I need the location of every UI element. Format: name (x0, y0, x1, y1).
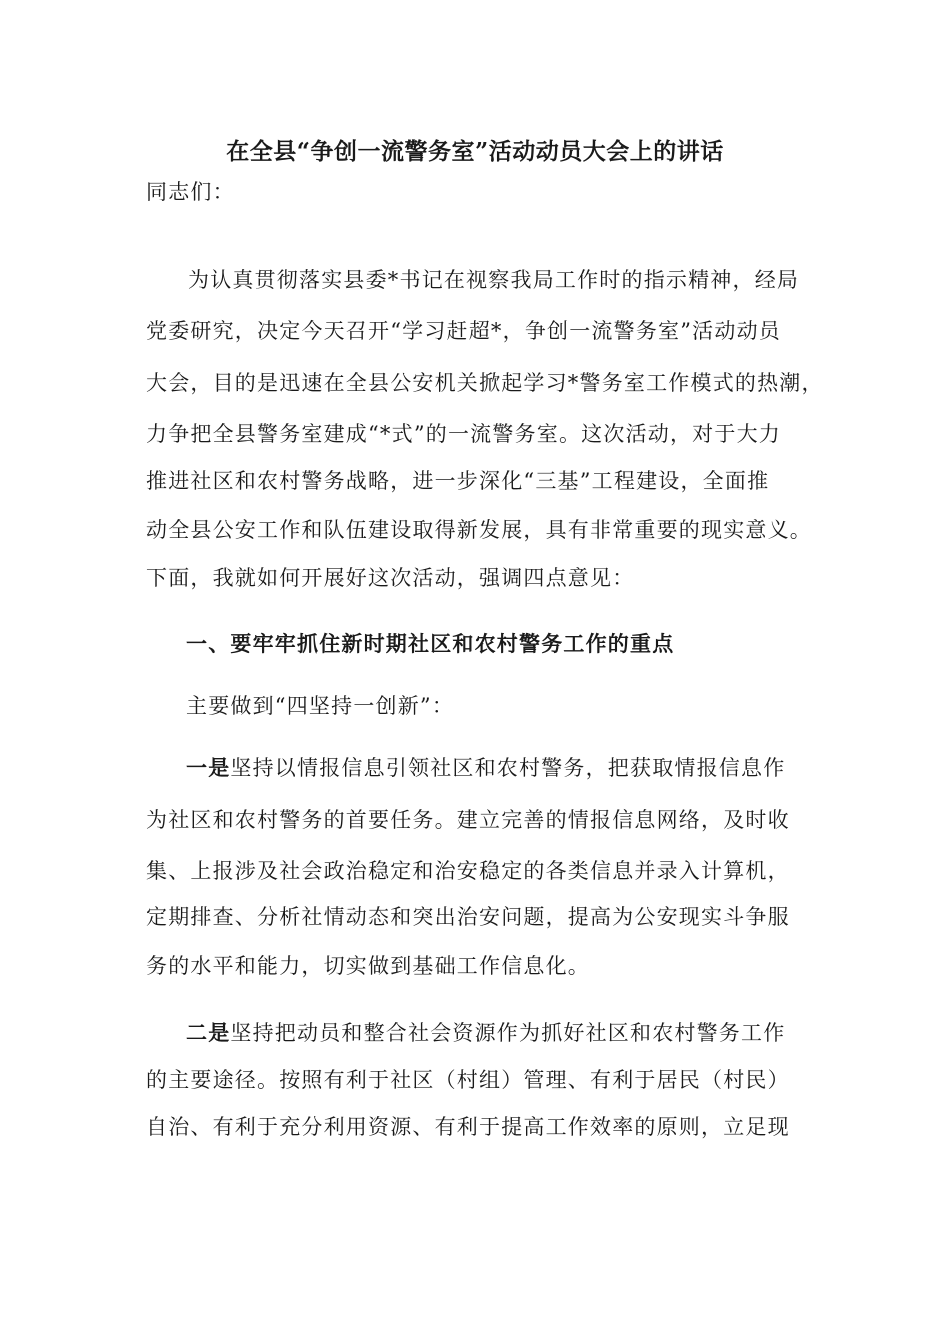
paragraph-line: 务的水平和能力，切实做到基础工作信息化。 (146, 954, 590, 978)
paragraph-line: 定期排查、分析社情动态和突出治安问题，提高为公安现实斗争服 (146, 905, 790, 929)
point-first-line (186, 752, 785, 782)
paragraph-line: 下面，我就如何开展好这次活动，强调四点意见： (146, 566, 635, 590)
section-intro: 主要做到“四坚持一创新”： (186, 694, 455, 718)
paragraph-line: 动全县公安工作和队伍建设取得新发展，具有非常重要的现实意义。 (146, 518, 812, 542)
point-lead: 一是 (186, 755, 231, 780)
paragraph-line: 集、上报涉及社会政治稳定和治安稳定的各类信息并录入计算机， (146, 859, 790, 883)
paragraph-line: 的主要途径。按照有利于社区（村组）管理、有利于居民（村民） (146, 1068, 790, 1092)
paragraph-line: 推进社区和农村警务战略，进一步深化“三基”工程建设，全面推 (146, 469, 770, 493)
paragraph-line: 自治、有利于充分利用资源、有利于提高工作效率的原则，立足现 (146, 1115, 790, 1139)
paragraph-line: 为社区和农村警务的首要任务。建立完善的情报信息网络，及时收 (146, 808, 790, 832)
point-text: 坚持以情报信息引领社区和农村警务，把获取情报信息作 (230, 756, 786, 780)
point-text: 坚持把动员和整合社会资源作为抓好社区和农村警务工作 (230, 1021, 786, 1045)
paragraph-line: 为认真贯彻落实县委*书记在视察我局工作时的指示精神，经局 (188, 268, 800, 292)
paragraph-line: 党委研究，决定今天召开“学习赶超*，争创一流警务室”活动动员 (146, 319, 781, 343)
document-title: 在全县“争创一流警务室”活动动员大会上的讲话 (226, 138, 724, 165)
paragraph-line: 大会，目的是迅速在全县公安机关掀起学习*警务室工作模式的热潮， (146, 371, 824, 395)
point-first-line (186, 1017, 785, 1047)
salutation: 同志们： (146, 180, 235, 204)
section-heading: 一、要牢牢抓住新时期社区和农村警务工作的重点 (186, 631, 675, 656)
paragraph-line: 力争把全县警务室建成“*式”的一流警务室。这次活动，对于大力 (146, 422, 781, 446)
point-lead: 二是 (186, 1020, 231, 1045)
